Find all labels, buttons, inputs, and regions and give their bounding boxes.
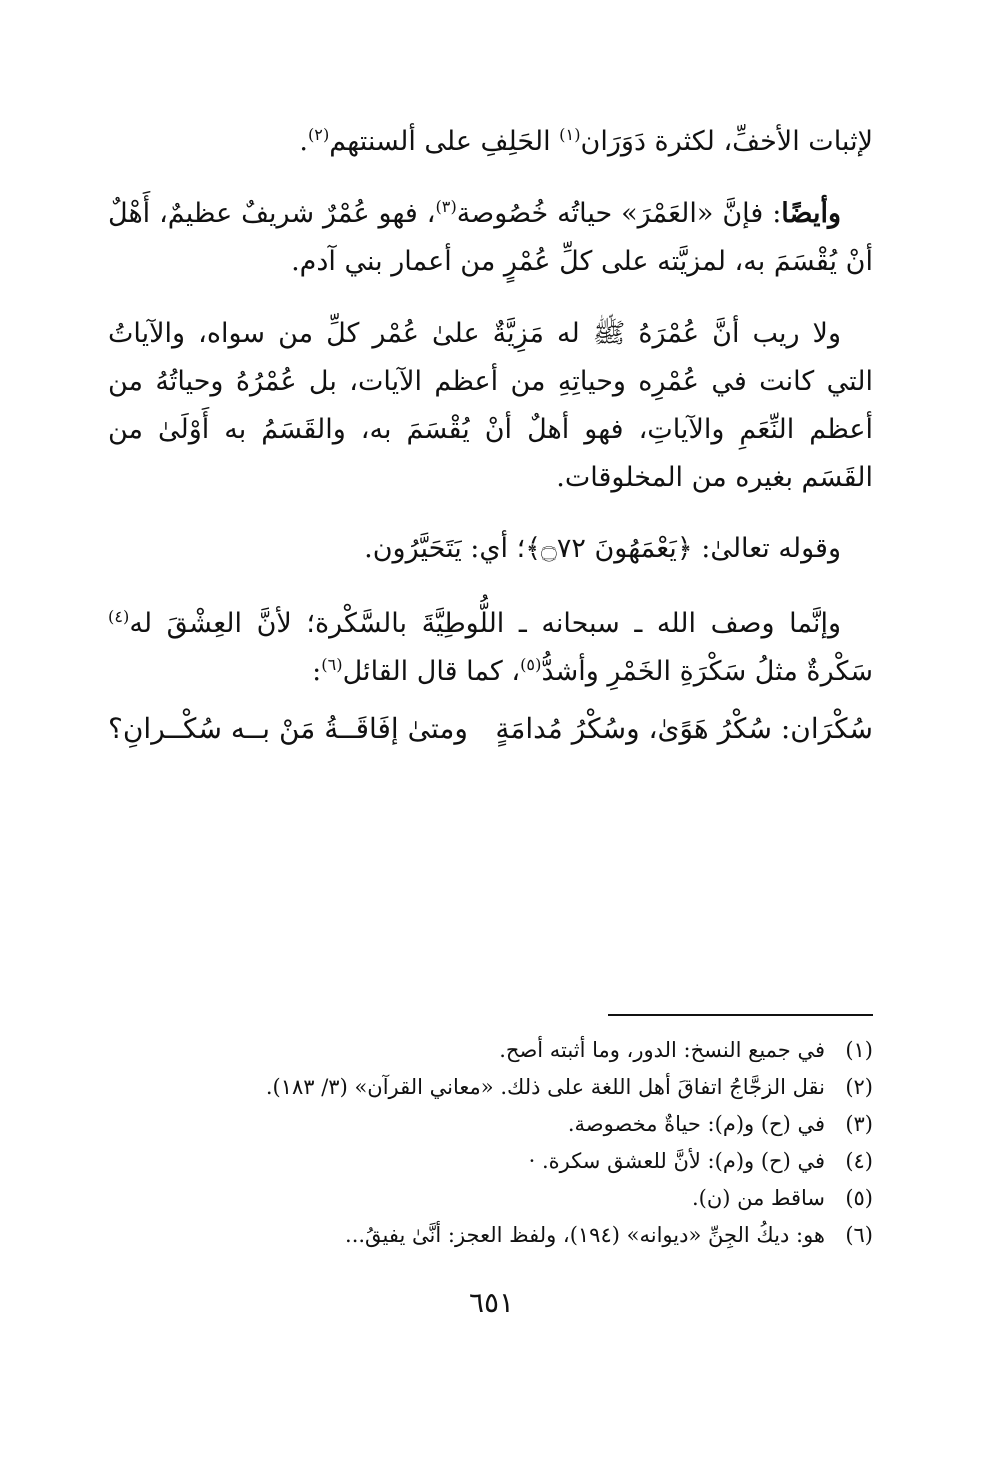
footnote-item xyxy=(108,1032,873,1069)
p1-text-2: الحَلِفِ على ألسنتهم xyxy=(329,126,560,157)
footnote-item xyxy=(108,1106,873,1143)
footnote-text: هو: ديكُ الجِنِّ «ديوانه» (١٩٤)، ولفظ العجز: أنَّىٰ يفيقُ... xyxy=(345,1223,825,1247)
footnote-text: ساقط من (ن). xyxy=(691,1186,825,1210)
paragraph-3 xyxy=(108,310,873,502)
footnote-item xyxy=(108,1069,873,1106)
footnote-number: (٦) xyxy=(845,1223,873,1247)
footnote-text: في جميع النسخ: الدور، وما أثبته أصح. xyxy=(499,1038,825,1062)
p3-text-1: ولا ريب أنَّ عُمْرَهُ ﷺ له مَزِيَّةٌ علىٰ عُمْر كلِّ من سواه، والآياتُ التي كانت في عُمْرِه وحياتِهِ من أعظم الآيات، بل عُمْرُهُ وحياتُهُ من أعظم النِّعَمِ والآياتِ، فهو أهلٌ أنْ يُقْسَمَ به، والقَسَمُ به أَوْلَىٰ من القَسَم بغيره من المخلوقات. xyxy=(108,318,873,493)
p1-text-1: لإثبات الأخفِّ، لكثرة دَوَرَان xyxy=(580,126,873,157)
footnote-ref-5: (٥) xyxy=(520,655,542,674)
paragraph-5 xyxy=(108,600,873,696)
footnote-number: (١) xyxy=(845,1038,873,1062)
p5-text-4: : xyxy=(312,656,322,687)
paragraph-4 xyxy=(108,525,873,573)
footnote-text: في (ح) و(م): حياةٌ مخصوصة. xyxy=(567,1112,825,1136)
p2-lead: وأيضًا xyxy=(781,198,841,229)
footnote-ref-2: (٢) xyxy=(307,125,330,144)
footnote-text: نقل الزجَّاجُ اتفاقَ أهل اللغة على ذلك. «معاني القرآن» (٣/ ١٨٣). xyxy=(265,1075,825,1099)
footnote-ref-1: (١) xyxy=(559,125,581,144)
footnote-text: في (ح) و(م): لأنَّ للعشق سكرة. · xyxy=(528,1149,825,1173)
verse-first-hemistich: سُكْرَان: سُكْرُ هَوًىٰ، وسُكْرُ مُدامَةٍ xyxy=(495,712,873,745)
page-number: ٦٥١ xyxy=(468,1286,515,1319)
p1-text-3: . xyxy=(299,126,308,157)
footnote-number: (٣) xyxy=(845,1112,873,1136)
verse-second-hemistich: ومتىٰ إفَاقَــةُ مَنْ بــه سُكْــرانِ؟ xyxy=(108,712,468,745)
p2-text-1: : فإنَّ «العَمْرَ» حياتُه خُصُوصة xyxy=(456,198,782,229)
poetry-verse xyxy=(108,705,873,753)
footnote-number: (٤) xyxy=(845,1149,873,1173)
p5-text-2: سَكْرةٌ مثلُ سَكْرَةِ الخَمْرِ وأشدُّ xyxy=(541,656,873,687)
footnote-number: (٢) xyxy=(845,1075,873,1099)
footnote-ref-3: (٣) xyxy=(435,197,457,216)
footnotes-list xyxy=(108,1032,873,1254)
footnote-item xyxy=(108,1217,873,1254)
p4-text-1: وقوله تعالىٰ: ﴿يَعْمَهُونَ ۝٧٢﴾؛ أي: يَتَحَيَّرُون. xyxy=(364,533,841,564)
footnote-ref-4: (٤) xyxy=(108,607,130,626)
paragraph-2 xyxy=(108,190,873,286)
footnote-item xyxy=(108,1143,873,1180)
p5-text-3: ، كما قال القائل xyxy=(342,656,521,687)
p5-text-1: وإنَّما وصف الله ـ سبحانه ـ اللُّوطِيَّةَ بالسَّكْرة؛ لأنَّ العِشْقَ له xyxy=(129,608,841,639)
paragraph-1 xyxy=(108,118,873,166)
footnote-number: (٥) xyxy=(845,1186,873,1210)
footnote-separator xyxy=(608,1014,873,1016)
p2-text-2: ، فهو عُمْرٌ شريفٌ عظيمٌ، أَهْلٌ أنْ يُقْسَمَ به، لمزيَّته على كلِّ عُمْرٍ من أعمار بني آدم. xyxy=(108,198,873,277)
footnote-ref-6: (٦) xyxy=(321,655,343,674)
footnote-item xyxy=(108,1180,873,1217)
